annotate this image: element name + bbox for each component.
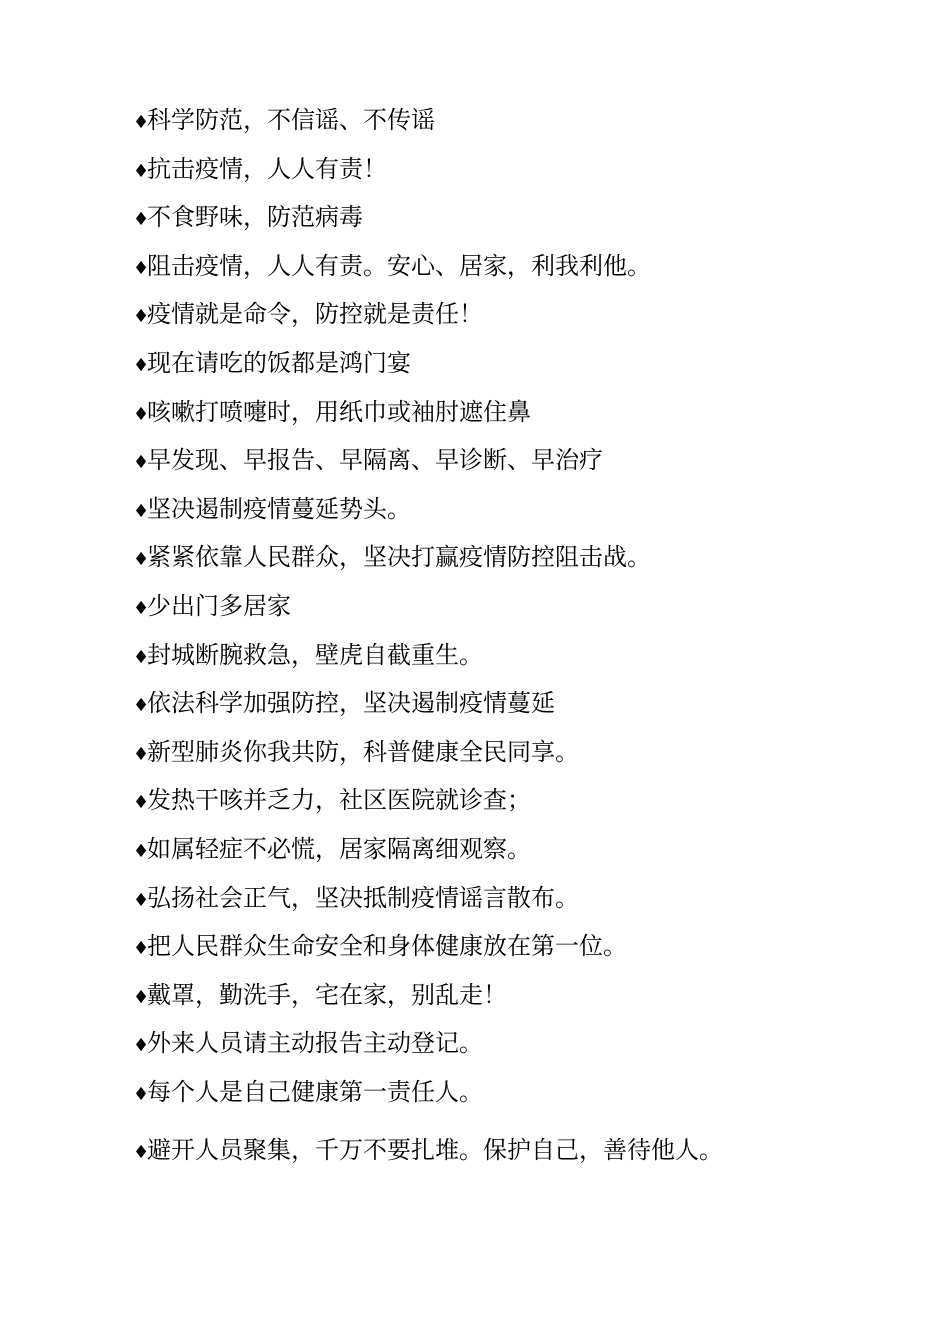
slogan-text: 外来人员请主动报告主动登记。 xyxy=(147,1029,483,1058)
slogan-item xyxy=(133,294,723,343)
slogan-item xyxy=(133,732,723,781)
slogan-text: 科学防范，不信谣、不传谣 xyxy=(147,106,435,134)
slogan-text: 把人民群众生命安全和身体健康放在第一位。 xyxy=(147,932,627,961)
slogan-item xyxy=(133,635,723,684)
slogan-item xyxy=(133,975,723,1024)
slogan-item xyxy=(133,683,723,732)
diamond-bullet-icon: ♦ xyxy=(133,209,150,231)
slogan-item xyxy=(133,586,723,635)
diamond-bullet-icon: ♦ xyxy=(133,500,150,522)
diamond-bullet-icon: ♦ xyxy=(133,112,150,133)
diamond-bullet-icon: ♦ xyxy=(133,1083,150,1105)
diamond-bullet-icon: ♦ xyxy=(133,743,150,765)
slogan-item xyxy=(133,197,723,246)
diamond-bullet-icon: ♦ xyxy=(133,646,150,668)
slogan-item xyxy=(133,246,723,295)
slogan-item xyxy=(133,829,723,878)
slogan-text: 疫情就是命令，防控就是责任！ xyxy=(147,300,483,329)
slogan-item xyxy=(133,780,723,829)
slogan-text: 每个人是自己健康第一责任人。 xyxy=(147,1077,483,1106)
diamond-bullet-icon: ♦ xyxy=(133,695,150,717)
slogan-text: 抗击疫情，人人有责！ xyxy=(147,154,387,183)
diamond-bullet-icon: ♦ xyxy=(133,792,150,814)
slogan-text: 弘扬社会正气，坚决抵制疫情谣言散布。 xyxy=(147,883,579,912)
diamond-bullet-icon: ♦ xyxy=(133,354,150,376)
slogan-item xyxy=(133,440,723,489)
diamond-bullet-icon: ♦ xyxy=(133,1035,150,1057)
slogan-item xyxy=(133,392,723,441)
diamond-bullet-icon: ♦ xyxy=(133,549,150,571)
slogan-text: 紧紧依靠人民群众，坚决打赢疫情防控阻击战。 xyxy=(147,543,651,572)
diamond-bullet-icon: ♦ xyxy=(133,452,150,474)
diamond-bullet-icon: ♦ xyxy=(133,938,150,960)
slogan-text: 如属轻症不必慌，居家隔离细观察。 xyxy=(147,834,531,863)
diamond-bullet-icon: ♦ xyxy=(133,986,150,1008)
slogan-item xyxy=(133,149,723,198)
slogan-item xyxy=(133,1023,723,1072)
diamond-bullet-icon: ♦ xyxy=(133,597,150,619)
slogan-text: 早发现、早报告、早隔离、早诊断、早治疗 xyxy=(147,446,603,475)
slogan-text: 依法科学加强防控，坚决遏制疫情蔓延 xyxy=(147,689,555,718)
diamond-bullet-icon: ♦ xyxy=(133,306,150,328)
slogan-item xyxy=(133,537,723,586)
slogan-text: 避开人员聚集，千万不要扎堆。保护自己，善待他人。 xyxy=(147,1136,723,1165)
slogan-item xyxy=(133,100,723,149)
slogan-text: 封城断腕救急，壁虎自截重生。 xyxy=(147,640,483,669)
slogan-text: 发热干咳并乏力，社区医院就诊查； xyxy=(147,786,531,815)
diamond-bullet-icon: ♦ xyxy=(133,403,150,425)
slogan-text: 坚决遏制疫情蔓延势头。 xyxy=(147,494,411,523)
slogan-text: 戴罩，勤洗手，宅在家，别乱走！ xyxy=(147,980,507,1009)
slogan-item xyxy=(133,1130,723,1179)
slogan-item xyxy=(133,878,723,927)
slogan-text: 少出门多居家 xyxy=(147,591,291,620)
slogan-text: 阻击疫情，人人有责。安心、居家，利我利他。 xyxy=(147,251,651,280)
slogan-text: 不食野味，防范病毒 xyxy=(147,203,363,232)
diamond-bullet-icon: ♦ xyxy=(133,840,150,862)
diamond-bullet-icon: ♦ xyxy=(133,1142,150,1164)
diamond-bullet-icon: ♦ xyxy=(133,257,150,279)
diamond-bullet-icon: ♦ xyxy=(133,889,150,911)
slogan-text: 现在请吃的饭都是鸿门宴 xyxy=(147,348,411,377)
diamond-bullet-icon: ♦ xyxy=(133,160,150,182)
slogan-item xyxy=(133,1072,723,1121)
slogan-item xyxy=(133,926,723,975)
slogan-list xyxy=(133,100,723,1179)
slogan-item xyxy=(133,489,723,538)
slogan-text: 咳嗽打喷嚏时，用纸巾或袖肘遮住鼻 xyxy=(147,397,531,426)
slogan-text: 新型肺炎你我共防，科普健康全民同享。 xyxy=(147,737,579,766)
slogan-item xyxy=(133,343,723,392)
